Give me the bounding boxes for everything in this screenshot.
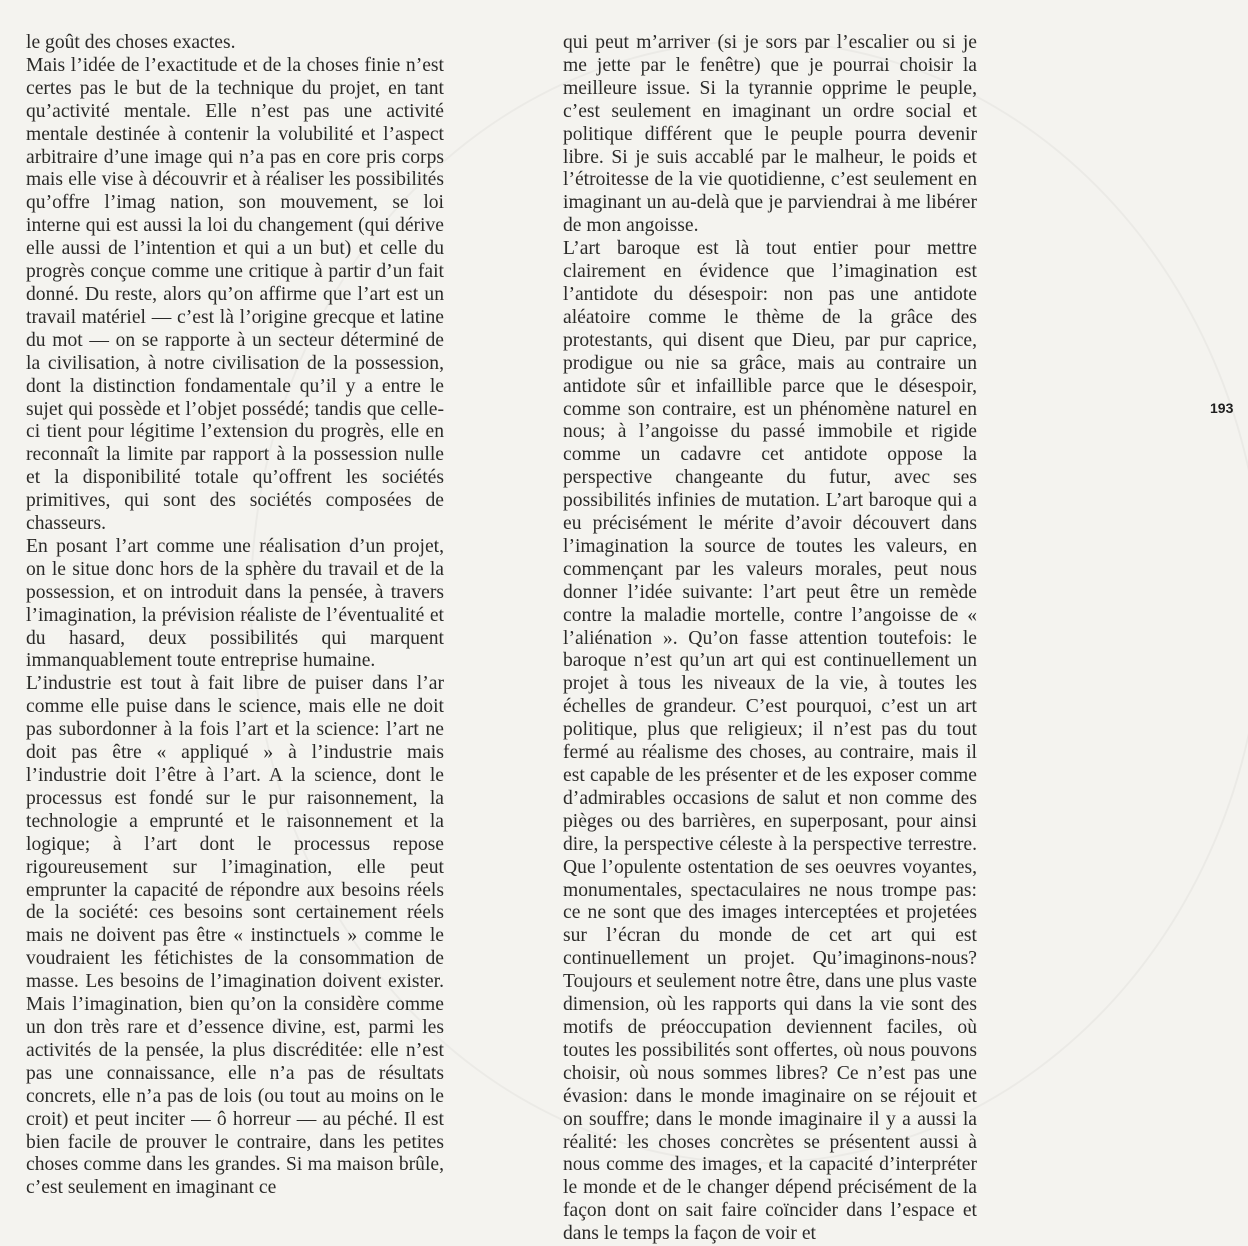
left-text-column	[26, 32, 444, 1200]
right-paragraph-1: qui peut m’arriver (si je sors par l’escalier ou si je me jette par le fenêtre) que je pourrai choisir la meilleure issue. Si la tyrannie opprime le peuple, c’est seulement en imaginant un ordre social et politique différent que le peuple pourra devenir libre. Si je suis accablé par le malheur, le poids et l’étroitesse de la vie quotidienne, c’est seulement en imaginant un au-delà que je parviendrai à me libérer de mon angoisse.	[563, 32, 977, 237]
left-paragraph-1: le goût des choses exactes.	[26, 32, 236, 53]
left-paragraph-2: Mais l’idée de l’exactitude et de la choses finie n’est certes pas le but de la technique du projet, en tant qu’activité mentale. Elle n’est pas une activité mentale destinée à contenir la volubilité et l’aspect arbitraire d’une image qui n’a pas en core pris corps mais elle vise à découvrir et à réaliser les possibilités qu’offre l’imag nation, son mouvement, se loi interne qui est aussi la loi du changement (qui dérive elle aussi de l’intention et qui a un but) et celle du progrès conçue comme une critique à partir d’un fait donné. Du reste, alors qu’on affirme que l’art est un travail matériel — c’est là l’origine grecque et latine du mot — on se rapporte à un secteur déterminé de la civilisation, à notre civilisation de la possession, dont la distinction fondamentale qu’il y a entre le sujet qui possède et l’objet possédé; tandis que celle-ci tient pour légitime l’extension du progrès, elle en reconnaît la limite par rapport à la possession nulle et la disponibilité totale qu’offrent les sociétés primitives, qui sont des sociétés composées de chasseurs.	[26, 54, 444, 535]
page-number: 193	[1210, 400, 1234, 416]
left-paragraph-3: En posant l’art comme une réalisation d’un projet, on le situe donc hors de la sphère du travail et de la possession, et on introduit dans la pensée, à travers l’imagination, la prévision réaliste de l’éventualité et du hasard, deux possibilités qui marquent immanquablement toute entreprise humaine.	[26, 535, 444, 672]
right-paragraph-2: L’art baroque est là tout entier pour mettre clairement en évidence que l’imagination est l’antidote du désespoir: non pas une antidote aléatoire comme le thème de la grâce des protestants, qui disent que Dieu, par pur caprice, prodigue ou nie sa grâce, mais au contraire un antidote sûr et infaillible parce que le désespoir, comme son contraire, est un phénomène naturel en nous; à l’angoisse du passé immobile et rigide comme un cadavre cet antidote oppose la perspective changeante du futur, avec ses possibilités infinies de mutation. L’art baroque qui a eu précisément le mérite d’avoir découvert dans l’imagination la source de toutes les valeurs, en commençant par les valeurs morales, peut nous donner l’idée suivante: l’art peut être un remède contre la maladie mortelle, contre l’angoisse de « l’aliénation ». Qu’on fasse attention toutefois: le baroque n’est qu’un art qui est continuellement un projet à tous les niveaux de la vie, à toutes les échelles de grandeur. C’est pourquoi, c’est un art politique, plus que religieux; il n’est pas du tout fermé au réalisme des choses, au contraire, mais il est capable de les présenter et de les exposer comme d’admirables occasions de salut et non comme des pièges ou des barrières, en superposant, pour ainsi dire, la perspective céleste à la perspective terrestre. Que l’opulente ostentation de ses oeuvres voyantes, monumentales, spectaculaires ne nous trompe pas: ce ne sont que des images interceptées et projetées sur l’écran du monde de cet art qui est continuellement un projet. Qu’imaginons-nous? Toujours et seulement notre être, dans une plus vaste dimension, où les rapports qui dans la vie sont des motifs de préoccupation deviennent faciles, où toutes les possibilités sont offertes, où nous pouvons choisir, où nous sommes libres? Ce n’est pas une évasion: dans le monde imaginaire on se réjouit et on souffre; dans le monde imaginaire il y a aussi la réalité: les choses concrètes se présentent aussi à nous comme des images, et la capacité d’interpréter le monde et de le changer dépend précisément de la façon dont on sait faire coïncider dans l’espace et dans le temps la façon de voir et	[563, 238, 977, 1245]
right-text-column	[563, 32, 977, 1246]
left-paragraph-4: L’industrie est tout à fait libre de puiser dans l’ar comme elle puise dans le science, mais elle ne doit pas subordonner à la fois l’art et la science: l’art ne doit pas être « appliqué » à l’industrie mais l’industrie doit l’être à l’art. A la science, dont le processus est fondé sur le pur raisonnement, la technologie a emprunté et le raisonnement et la logique; à l’art dont le processus repose rigoureusement sur l’imagination, elle peut emprunter la capacité de répondre aux besoins réels de la société: ces besoins sont certainement réels mais ne doivent pas être « instinctuels » comme le voudraient les fétichistes de la consommation de masse. Les besoins de l’imagination doivent exister. Mais l’imagination, bien qu’on la considère comme un don très rare et d’essence divine, est, parmi les activités de la pensée, la plus discréditée: elle n’est pas une connaissance, elle n’a pas de résultats concrets, elle n’a pas de lois (ou tout au moins on le croit) et peut inciter — ô horreur — au péché. Il est bien facile de prouver le contraire, dans les petites choses comme dans les grandes. Si ma maison brûle, c’est seulement en imaginant ce	[26, 673, 444, 1199]
